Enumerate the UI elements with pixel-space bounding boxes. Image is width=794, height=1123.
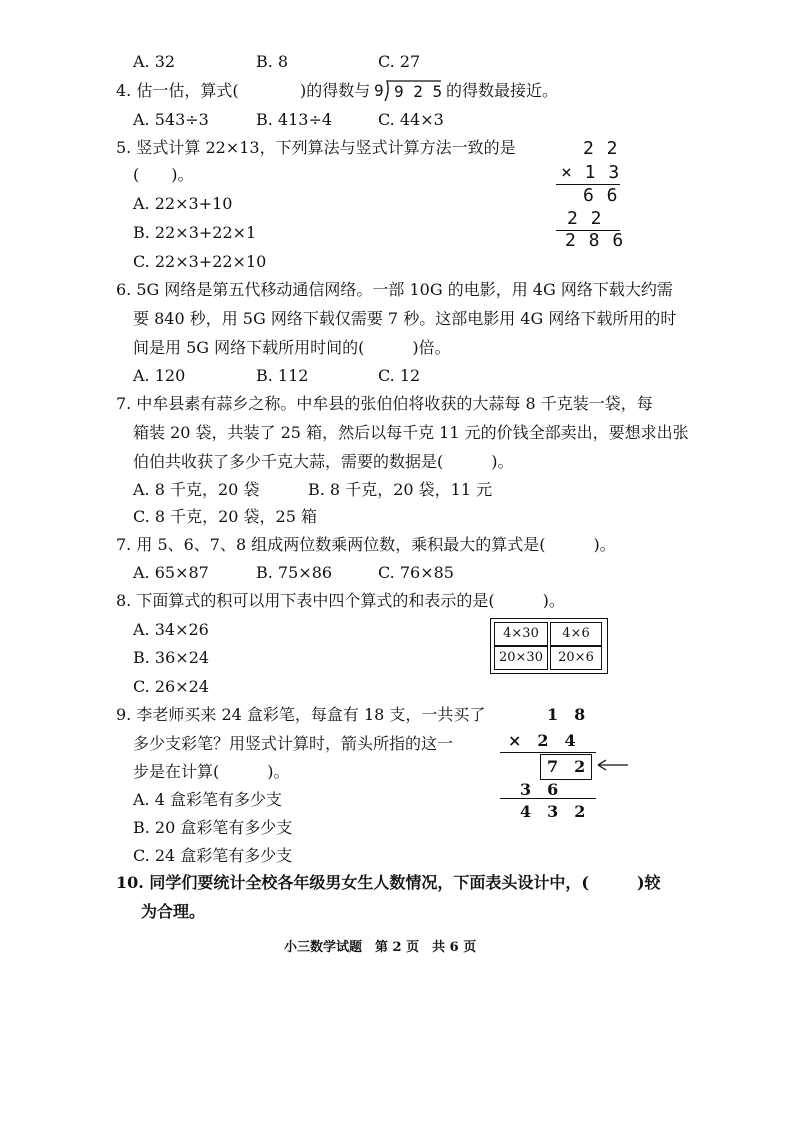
q5-question: 5. 竖式计算 22×13，下列算法与竖式计算方法一致的是 [116,138,516,157]
q7a-option-b[interactable]: B. 8 千克，20 袋，11 元 [308,480,493,499]
q6-option-a[interactable]: A. 120 [133,366,186,385]
q9-line2: 多少支彩笔？用竖式计算时，箭头所指的这一 [133,734,454,753]
q4-option-c[interactable]: C. 44×3 [378,110,444,129]
q4-dividend: 9 2 5 [394,82,443,101]
q5-option-b[interactable]: B. 22×3+22×1 [133,223,257,242]
q7a-option-c[interactable]: C. 8 千克，20 袋，25 箱 [133,507,318,526]
q8-table-cell: 20×6 [550,646,602,670]
q6-line2: 要 840 秒，用 5G 网络下载仅需要 7 秒。这部电影用 4G 网络下载所用的时 [133,309,677,328]
q8-line1: 8. 下面算式的积可以用下表中四个算式的和表示的是( )。 [116,591,565,610]
q7b-option-c[interactable]: C. 76×85 [378,563,454,582]
q5-v-row4: 2 2 [567,208,603,229]
q5-blank[interactable]: ( )。 [133,165,194,184]
q7b-line1: 7. 用 5、6、7、8 组成两位数乘两位数，乘积最大的算式是( )。 [116,535,616,554]
q9-v-row4: 3 6 [520,780,559,799]
q9-option-b[interactable]: B. 20 盒彩笔有多少支 [133,818,293,837]
q7b-option-b[interactable]: B. 75×86 [256,563,333,582]
q4-divisor: 9 [374,81,384,100]
q3-option-a[interactable]: A. 32 [133,52,176,71]
q5-option-c[interactable]: C. 22×3+22×10 [133,252,267,271]
q4-option-b[interactable]: B. 413÷4 [256,110,333,129]
q9-option-c[interactable]: C. 24 盒彩笔有多少支 [133,846,293,865]
q8-option-a[interactable]: A. 34×26 [133,620,209,639]
q8-table-cell: 20×30 [494,646,548,670]
arrow-left-icon [594,757,630,773]
q4-prompt-mid: )的得数与 [300,81,371,100]
q6-line1: 6. 5G 网络是第五代移动通信网络。一部 10G 的电影，用 4G 网络下载大约需 [116,280,673,299]
q9-line3: 步是在计算( )。 [133,762,290,781]
page-footer: 小三数学试题 第 2 页 共 6 页 [284,940,477,955]
q5-v-row3: 6 6 [583,185,619,206]
q4-option-a[interactable]: A. 543÷3 [133,110,209,129]
q4-prompt-start: 4. 估一估，算式( [116,81,239,100]
q8-option-b[interactable]: B. 36×24 [133,648,210,667]
q9-v-row3: 7 2 [547,757,586,776]
q5-v-row1: 2 2 [583,138,619,159]
q4-prompt-end: 的得数最接近。 [446,81,559,100]
q5-option-a[interactable]: A. 22×3+10 [133,194,233,213]
q8-table-cell: 4×6 [550,622,602,646]
q7a-line1: 7. 中牟县素有蒜乡之称。中牟县的张伯伯将收获的大蒜每 8 千克装一袋，每 [116,394,653,413]
q5-v-row5: 2 8 6 [565,230,625,251]
q7b-option-a[interactable]: A. 65×87 [133,563,209,582]
q3-option-c[interactable]: C. 27 [378,52,421,71]
q9-line1: 9. 李老师买来 24 盒彩笔，每盒有 18 支，一共买了 [116,705,486,724]
q9-v-row5: 4 3 2 [520,802,586,821]
q9-v-row2: × 2 4 [508,731,576,750]
q10-line2: 为合理。 [141,902,206,921]
q6-line3: 间是用 5G 网络下载所用时间的( )倍。 [133,338,451,357]
q10-line1: 10. 同学们要统计全校各年级男女生人数情况，下面表头设计中，( )较 [116,873,661,892]
q7a-option-a[interactable]: A. 8 千克，20 袋 [133,480,260,499]
q9-option-a[interactable]: A. 4 盒彩笔有多少支 [133,790,282,809]
q6-option-b[interactable]: B. 112 [256,366,309,385]
q6-option-c[interactable]: C. 12 [378,366,421,385]
q8-table-cell: 4×30 [494,622,548,646]
q9-v-row1: 1 8 [547,705,586,724]
q5-v-row2: × 1 3 [561,162,621,183]
q3-option-b[interactable]: B. 8 [256,52,289,71]
q7a-line3: 伯伯共收获了多少千克大蒜，需要的数据是( )。 [133,452,514,471]
q8-option-c[interactable]: C. 26×24 [133,677,209,696]
q7a-line2: 箱装 20 袋，共装了 25 箱，然后以每千克 11 元的价钱全部卖出，要想求出张 [133,423,689,442]
q9-v-line1 [500,752,596,753]
q9-v-line2 [500,798,596,799]
